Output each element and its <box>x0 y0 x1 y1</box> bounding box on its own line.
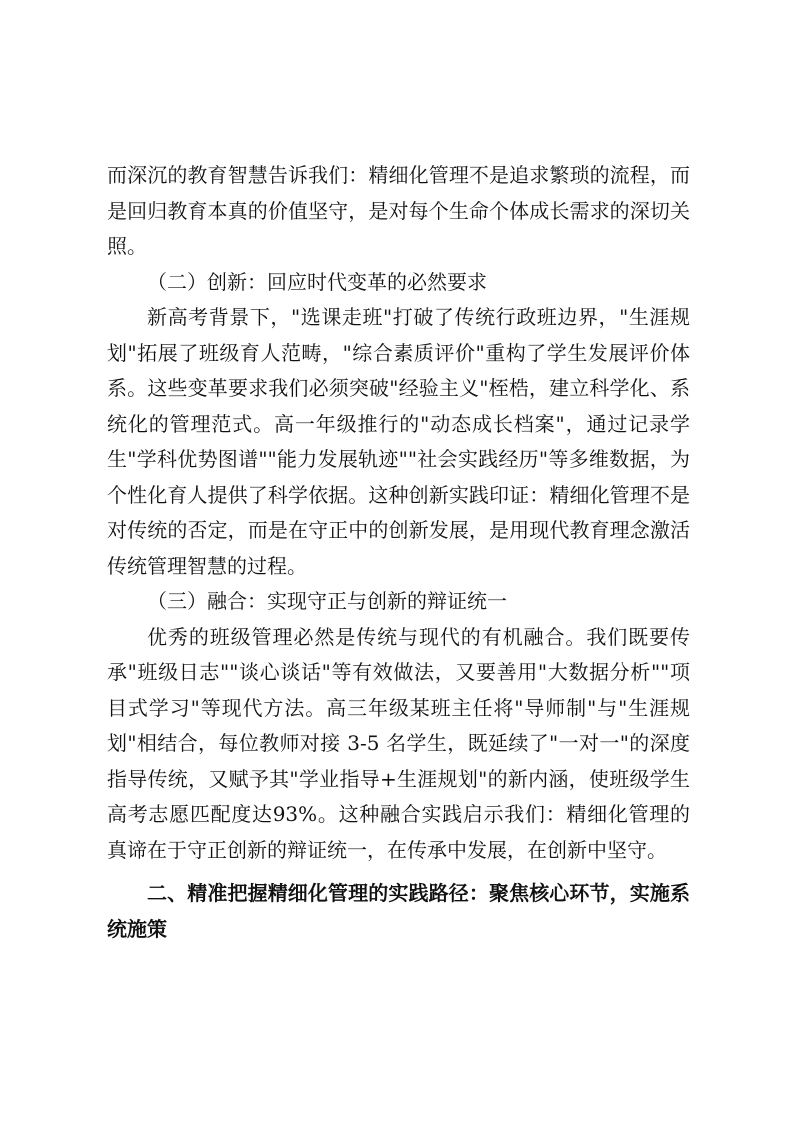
subheading-innovation: （二）创新：回应时代变革的必然要求 <box>147 269 487 294</box>
section-heading-two: 二、精准把握精细化管理的实践路径：聚焦核心环节，实施系统施策 <box>107 881 690 941</box>
paragraph-intro-continuation: 而深沉的教育智慧告诉我们：精细化管理不是追求繁琐的流程，而是回归教育本真的价值坚守，是对每个生命个体成长需求的深切关照。 <box>107 163 690 258</box>
document-body <box>107 158 690 947</box>
paragraph-integration: 优秀的班级管理必然是传统与现代的有机融合。我们既要传承"班级日志""谈心谈话"等有效做法，又要善用"大数据分析""项目式学习"等现代方法。高三年级某班主任将"导师制"与"生涯规划"相结合，每位教师对接 3-5 名学生，既延续了"一对一"的深度指导传统，又赋予其"学业指导+生涯规划"的新内涵，使班级学生高考志愿匹配度达93%。这种融合实践启示我们：精细化管理的真谛在于守正创新的辩证统一，在传承中发展，在创新中坚守。 <box>107 624 690 862</box>
subheading-integration: （三）融合：实现守正与创新的辩证统一 <box>147 589 507 613</box>
paragraph-innovation: 新高考背景下，"选课走班"打破了传统行政班边界，"生涯规划"拓展了班级育人范畴，"综合素质评价"重构了学生发展评价体系。这些变革要求我们必须突破"经验主义"桎梏，建立科学化、系统化的管理范式。高一年级推行的"动态成长档案"，通过记录学生"学科优势图谱""能力发展轨迹""社会实践经历"等多维数据，为个性化育人提供了科学依据。这种创新实践印证：精细化管理不是对传统的否定，而是在守正中的创新发展，是用现代教育理念激活传统管理智慧的过程。 <box>107 305 690 578</box>
